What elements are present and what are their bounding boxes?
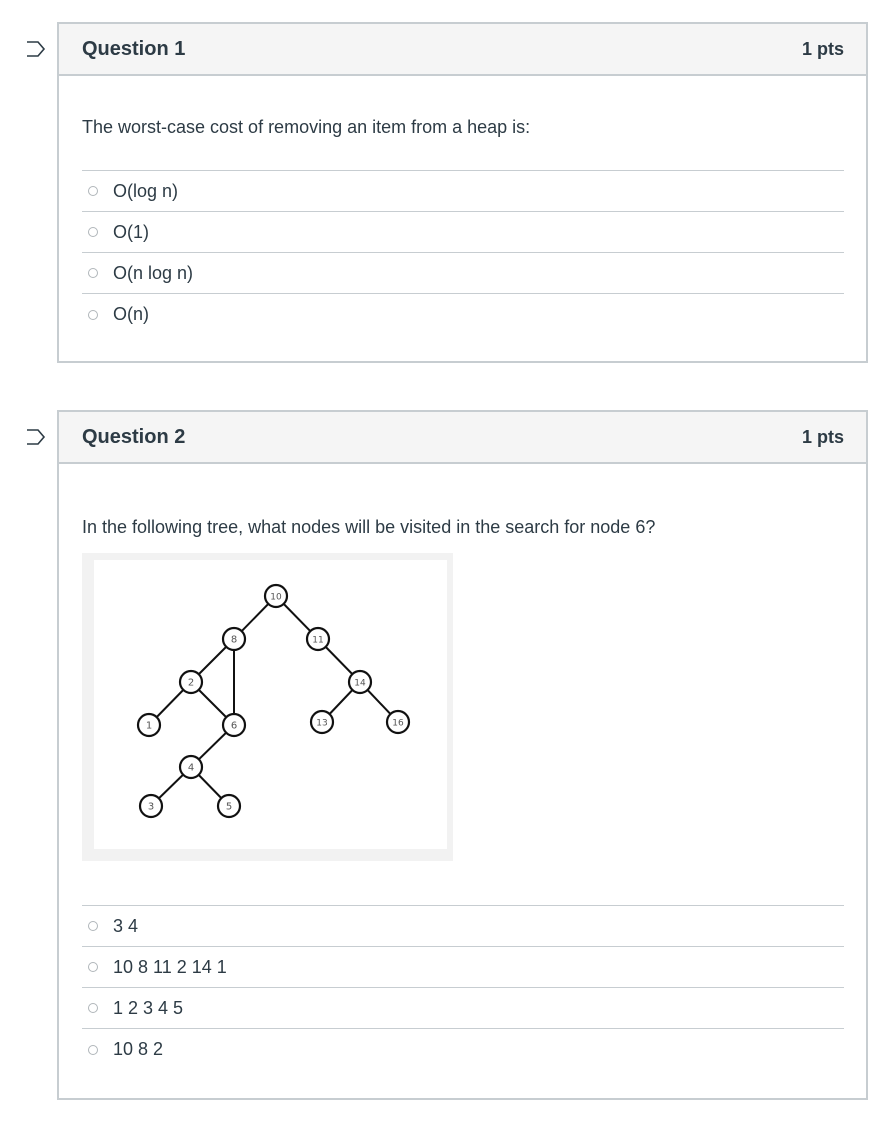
tree-node-4 — [180, 756, 202, 778]
answer-option[interactable] — [82, 988, 844, 1029]
tree-node-label: 14 — [354, 678, 366, 689]
tree-node-6 — [223, 714, 245, 736]
tree-node-label: 16 — [392, 718, 404, 729]
question-1-points: 1 pts — [801, 38, 844, 59]
tree-node-13 — [311, 711, 333, 733]
question-1-text: The worst-case cost of removing an item from a heap is: — [82, 117, 531, 137]
answer-option[interactable] — [82, 947, 844, 988]
answer-label: 3 4 — [113, 915, 139, 936]
binary-tree-diagram — [94, 560, 447, 849]
question-2-body — [59, 464, 866, 1070]
tree-node-10 — [265, 585, 287, 607]
tree-node-8 — [223, 628, 245, 650]
answer-label: 1 2 3 4 5 — [113, 997, 184, 1018]
tree-node-label: 11 — [312, 635, 324, 646]
tree-image — [82, 553, 453, 861]
tree-node-label: 3 — [147, 801, 155, 813]
tree-node-3 — [140, 795, 162, 817]
flag-question-2-icon[interactable] — [24, 428, 48, 446]
tree-node-label: 4 — [187, 762, 195, 774]
radio-unchecked-icon[interactable] — [88, 1003, 98, 1013]
tree-node-label: 6 — [230, 720, 238, 732]
flag-question-1-icon[interactable] — [24, 40, 48, 58]
tree-node-16 — [387, 711, 409, 733]
tree-node-label: 1 — [145, 720, 153, 732]
radio-unchecked-icon[interactable] — [88, 268, 98, 278]
question-2 — [57, 410, 868, 1100]
question-1-answers — [82, 170, 844, 335]
question-1 — [57, 22, 868, 363]
answer-option[interactable] — [82, 253, 844, 294]
answer-option[interactable] — [82, 294, 844, 335]
question-1-header — [59, 24, 866, 76]
tree-node-label: 5 — [225, 801, 233, 813]
tree-node-11 — [307, 628, 329, 650]
radio-unchecked-icon[interactable] — [88, 962, 98, 972]
radio-unchecked-icon[interactable] — [88, 310, 98, 320]
question-2-header — [59, 412, 866, 464]
answer-label: O(n log n) — [113, 262, 194, 283]
tree-node-label: 10 — [270, 592, 282, 603]
tree-node-label: 8 — [230, 634, 238, 646]
radio-unchecked-icon[interactable] — [88, 1045, 98, 1055]
tree-node-label: 2 — [187, 677, 195, 689]
answer-label: O(n) — [113, 304, 149, 324]
question-2-title: Question 2 — [82, 425, 186, 448]
answer-label: 10 8 11 2 14 1 — [113, 956, 227, 977]
question-2-text: In the following tree, what nodes will be visited in the search for node 6? — [82, 517, 656, 537]
question-2-points: 1 pts — [801, 426, 844, 447]
tree-node-5 — [218, 795, 240, 817]
answer-label: O(1) — [113, 221, 149, 242]
answer-option[interactable] — [82, 1029, 844, 1070]
answer-option[interactable] — [82, 171, 844, 212]
question-1-title: Question 1 — [82, 37, 186, 60]
answer-label: 10 8 2 — [113, 1039, 164, 1059]
question-2-answers — [82, 905, 844, 1070]
tree-node-label: 13 — [316, 718, 328, 729]
radio-unchecked-icon[interactable] — [88, 186, 98, 196]
radio-unchecked-icon[interactable] — [88, 227, 98, 237]
question-1-body — [59, 76, 866, 335]
answer-label: O(log n) — [113, 180, 179, 201]
tree-node-1 — [138, 714, 160, 736]
answer-option[interactable] — [82, 212, 844, 253]
tree-node-14 — [349, 671, 371, 693]
answer-option[interactable] — [82, 906, 844, 947]
radio-unchecked-icon[interactable] — [88, 921, 98, 931]
tree-image-canvas — [94, 560, 447, 849]
tree-node-2 — [180, 671, 202, 693]
